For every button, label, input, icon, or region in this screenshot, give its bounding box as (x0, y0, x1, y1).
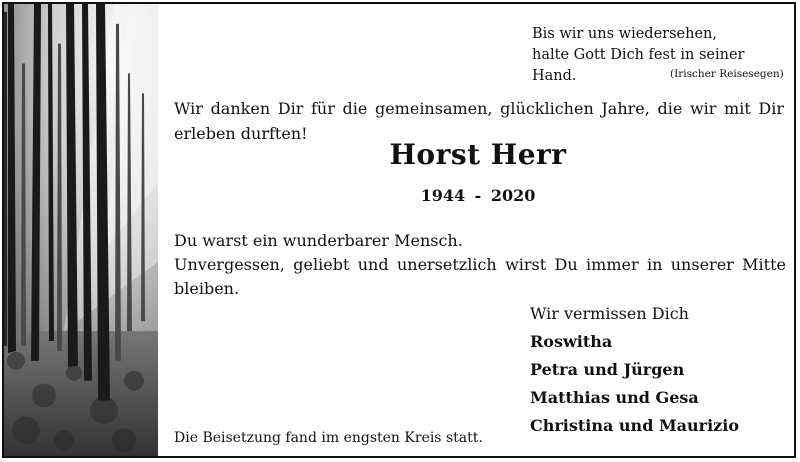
life-years: 1944 - 2020 (420, 186, 536, 205)
signoff-block (530, 300, 739, 440)
family-member: Christina und Maurizio (530, 416, 739, 435)
intro-text: Wir danken Dir für die gemeinsamen, glücklichen Jahre, die wir mit Dir erleben durften! (174, 99, 784, 143)
deceased-name: Horst Herr (389, 138, 567, 171)
message-line-2: Unvergessen, geliebt und unersetzlich wirst Du immer in unserer Mitte (174, 255, 786, 274)
message-block (174, 229, 786, 301)
family-member: Roswitha (530, 332, 613, 351)
obituary-notice (2, 2, 796, 458)
burial-note: Die Beisetzung fand im engsten Kreis statt. (174, 430, 483, 446)
family-member: Matthias und Gesa (530, 388, 699, 407)
family-member: Petra und Jürgen (530, 360, 685, 379)
message-line-1: Du warst ein wunderbarer Mensch. (174, 231, 463, 250)
quote-line-2: halte Gott Dich fest in seiner Hand. (532, 47, 745, 84)
message-line-3: bleiben. (174, 279, 240, 298)
quote-line-1: Bis wir uns wiedersehen, (532, 26, 717, 42)
forest-photo (4, 4, 158, 456)
quote-source: (Irischer Reisesegen) (670, 68, 784, 80)
signoff-heading: Wir vermissen Dich (530, 304, 689, 323)
